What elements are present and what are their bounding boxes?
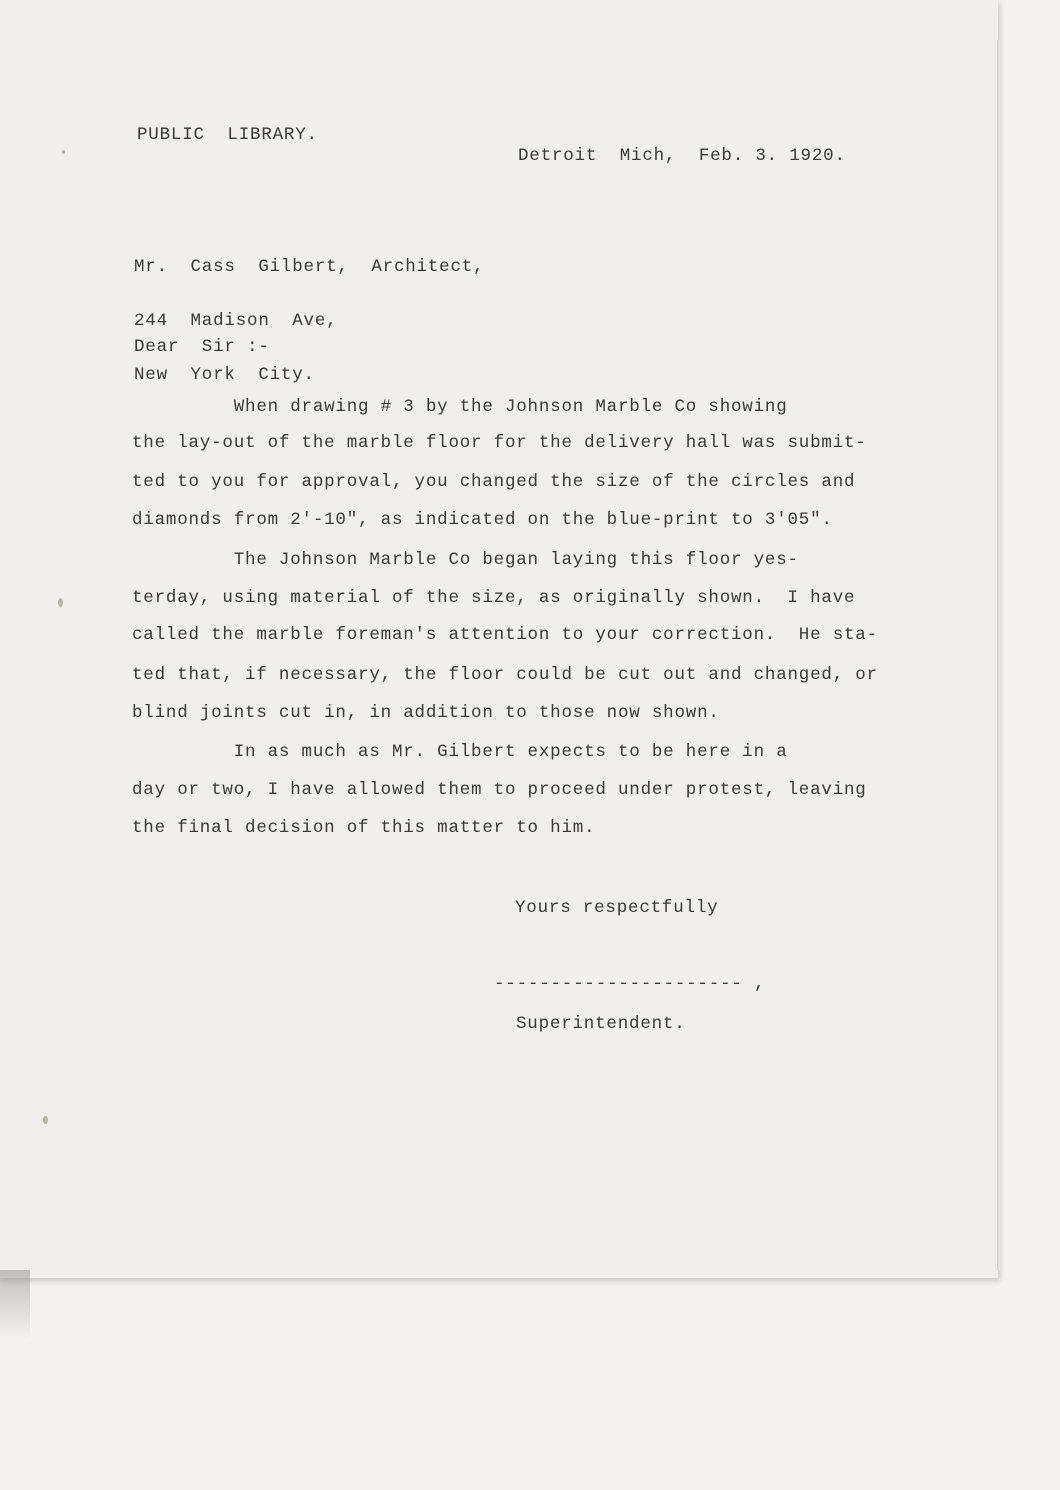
address-line: 244 Madison Ave, xyxy=(134,311,338,331)
place-date: Detroit Mich, Feb. 3. 1920. xyxy=(518,146,846,166)
body-line: blind joints cut in, in addition to those now shown. xyxy=(132,703,720,723)
signature-line: ---------------------- , xyxy=(494,974,766,994)
sheet-shadow xyxy=(0,1270,30,1340)
body-line: day or two, I have allowed them to proceed under protest, leaving xyxy=(132,780,867,800)
body-line: In as much as Mr. Gilbert expects to be here in a xyxy=(132,742,788,762)
body-line: called the marble foreman's attention to your correction. He sta- xyxy=(132,625,878,645)
address-line: New York City. xyxy=(134,365,315,385)
signature-title: Superintendent. xyxy=(516,1014,686,1034)
body-line: diamonds from 2'-10", as indicated on the blue-print to 3'05". xyxy=(132,510,833,530)
body-line: terday, using material of the size, as originally shown. I have xyxy=(132,588,856,608)
body-line: The Johnson Marble Co began laying this floor yes- xyxy=(132,550,799,570)
salutation: Dear Sir :- xyxy=(134,337,270,357)
closing: Yours respectfully xyxy=(515,898,719,918)
letter-heading: PUBLIC LIBRARY. xyxy=(137,125,318,145)
address-line: Mr. Cass Gilbert, Architect, xyxy=(134,257,485,277)
body-line: ted to you for approval, you changed the size of the circles and xyxy=(132,472,856,492)
body-line: When drawing # 3 by the Johnson Marble Co showing xyxy=(132,397,788,417)
body-line: the final decision of this matter to him. xyxy=(132,818,596,838)
paper-speck xyxy=(43,1116,48,1124)
body-line: the lay-out of the marble floor for the delivery hall was submit- xyxy=(132,433,867,453)
recipient-address xyxy=(134,222,484,420)
body-line: ted that, if necessary, the floor could be cut out and changed, or xyxy=(132,665,878,685)
paper-speck xyxy=(58,598,63,607)
paper-speck xyxy=(62,150,65,154)
